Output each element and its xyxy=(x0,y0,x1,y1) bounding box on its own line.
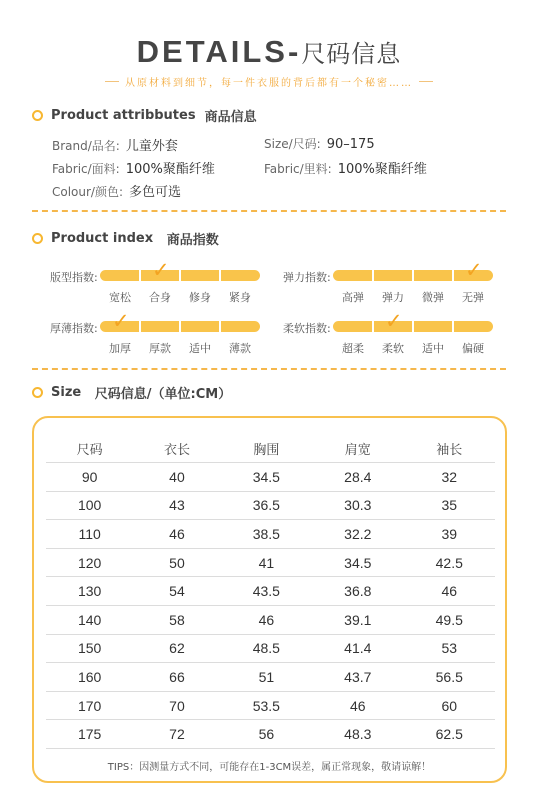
scale-label: 柔软指数: xyxy=(283,322,331,335)
attr-colour-label: Colour/颜色: xyxy=(52,185,124,199)
size-heading xyxy=(32,383,231,402)
table-cell: 62.5 xyxy=(404,720,495,749)
attr-size-value: 90–175 xyxy=(326,137,375,152)
index-heading-zh: 商品指数 xyxy=(166,233,219,248)
scale-option: 紧身 xyxy=(229,291,251,304)
table-cell: 50 xyxy=(133,548,220,577)
table-cell: 130 xyxy=(46,577,133,606)
size-heading-en: Size xyxy=(51,385,82,400)
section-divider xyxy=(32,368,506,370)
scale-bar xyxy=(100,270,260,281)
table-cell: 41.4 xyxy=(312,634,403,663)
table-cell: 35 xyxy=(404,491,495,520)
section-divider xyxy=(32,210,506,212)
scale-option: 薄款 xyxy=(229,342,251,355)
checkmark-icon: ✓ xyxy=(385,309,403,333)
table-row xyxy=(46,634,495,663)
scale-segment-divider xyxy=(179,270,181,281)
table-cell: 46 xyxy=(221,606,312,635)
table-header-row xyxy=(46,434,495,463)
table-cell: 49.5 xyxy=(404,606,495,635)
table-row xyxy=(46,720,495,749)
table-header-cell: 尺码 xyxy=(46,434,133,463)
index-heading xyxy=(32,229,219,248)
table-cell: 32.2 xyxy=(312,520,403,549)
page-header xyxy=(0,34,538,89)
table-row xyxy=(46,548,495,577)
table-cell: 42.5 xyxy=(404,548,495,577)
scale-option: 合身 xyxy=(149,291,171,304)
table-cell: 56 xyxy=(221,720,312,749)
title-en: DETAILS- xyxy=(136,34,302,69)
scale-segment-divider xyxy=(219,321,221,332)
table-cell: 53.5 xyxy=(221,691,312,720)
table-cell: 43.7 xyxy=(312,663,403,692)
index-heading-en: Product index xyxy=(51,231,154,246)
table-body xyxy=(46,463,495,749)
table-cell: 46 xyxy=(404,577,495,606)
scale-segment-divider xyxy=(219,270,221,281)
table-cell: 60 xyxy=(404,691,495,720)
attr-fabric-label: Fabric/面料: xyxy=(52,162,120,176)
attr-fabric xyxy=(52,158,215,177)
table-row xyxy=(46,663,495,692)
scale-option: 弹力 xyxy=(382,291,404,304)
table-cell: 34.5 xyxy=(312,548,403,577)
table-cell: 54 xyxy=(133,577,220,606)
table-cell: 34.5 xyxy=(221,463,312,492)
table-cell: 66 xyxy=(133,663,220,692)
table-row xyxy=(46,691,495,720)
table-cell: 110 xyxy=(46,520,133,549)
table-cell: 36.8 xyxy=(312,577,403,606)
table-cell: 40 xyxy=(133,463,220,492)
table-cell: 70 xyxy=(133,691,220,720)
table-header-cell: 袖长 xyxy=(404,434,495,463)
table-cell: 56.5 xyxy=(404,663,495,692)
table-cell: 120 xyxy=(46,548,133,577)
table-cell: 90 xyxy=(46,463,133,492)
scale-option: 宽松 xyxy=(109,291,131,304)
scale-segment-divider xyxy=(452,270,454,281)
ring-icon xyxy=(32,110,43,121)
scale-option: 加厚 xyxy=(109,342,131,355)
table-header-cell: 衣长 xyxy=(133,434,220,463)
subtitle-rule-left xyxy=(105,81,119,82)
scale-segment-divider xyxy=(179,321,181,332)
scale-label: 版型指数: xyxy=(50,271,98,284)
scale-option: 无弹 xyxy=(462,291,484,304)
attr-brand-value: 儿童外套 xyxy=(125,139,178,154)
ring-icon xyxy=(32,387,43,398)
attr-lining-label: Fabric/里料: xyxy=(264,162,332,176)
scale-option: 厚款 xyxy=(149,342,171,355)
table-cell: 51 xyxy=(221,663,312,692)
attr-brand xyxy=(52,135,178,154)
table-cell: 48.5 xyxy=(221,634,312,663)
size-heading-zh: 尺码信息/（单位:CM） xyxy=(94,387,232,402)
table-cell: 46 xyxy=(133,520,220,549)
scale-segment-divider xyxy=(412,270,414,281)
table-cell: 140 xyxy=(46,606,133,635)
checkmark-icon: ✓ xyxy=(465,258,483,282)
subtitle-text: 从原材料到细节，每一件衣服的背后都有一个秘密…… xyxy=(125,78,413,89)
table-cell: 175 xyxy=(46,720,133,749)
table-cell: 53 xyxy=(404,634,495,663)
scale-segment-divider xyxy=(412,321,414,332)
table-cell: 48.3 xyxy=(312,720,403,749)
table-row xyxy=(46,577,495,606)
table-cell: 41 xyxy=(221,548,312,577)
table-cell: 58 xyxy=(133,606,220,635)
table-header-cell: 肩宽 xyxy=(312,434,403,463)
attr-lining-value: 100%聚酯纤维 xyxy=(337,162,427,177)
attr-colour-value: 多色可选 xyxy=(129,185,182,200)
table-cell: 160 xyxy=(46,663,133,692)
attr-colour xyxy=(52,181,181,200)
table-cell: 39 xyxy=(404,520,495,549)
checkmark-icon: ✓ xyxy=(112,309,130,333)
scale-option: 偏硬 xyxy=(462,342,484,355)
table-cell: 36.5 xyxy=(221,491,312,520)
scale-option: 微弹 xyxy=(422,291,444,304)
attributes-heading xyxy=(32,106,257,125)
scale-option: 适中 xyxy=(189,342,211,355)
scale-segment-divider xyxy=(372,321,374,332)
ring-icon xyxy=(32,233,43,244)
checkmark-icon: ✓ xyxy=(152,258,170,282)
subtitle-rule-right xyxy=(419,81,433,82)
scale-segment-divider xyxy=(372,270,374,281)
attr-fabric-value: 100%聚酯纤维 xyxy=(125,162,215,177)
attr-lining xyxy=(264,158,427,177)
size-table-card xyxy=(32,416,507,783)
table-cell: 46 xyxy=(312,691,403,720)
table-cell: 32 xyxy=(404,463,495,492)
scale-option: 柔软 xyxy=(382,342,404,355)
table-cell: 39.1 xyxy=(312,606,403,635)
table-cell: 43.5 xyxy=(221,577,312,606)
tips-text: TIPS：因测量方式不同，可能存在1-3CM误差，属正常现象，敬请谅解！ xyxy=(107,762,432,773)
table-cell: 38.5 xyxy=(221,520,312,549)
attr-size xyxy=(264,135,375,152)
page-title xyxy=(0,34,538,70)
table-cell: 72 xyxy=(133,720,220,749)
title-zh: 尺码信息 xyxy=(301,40,402,68)
scale-segment-divider xyxy=(139,321,141,332)
table-row xyxy=(46,606,495,635)
scale-label: 弹力指数: xyxy=(283,271,331,284)
scale-label: 厚薄指数: xyxy=(50,322,98,335)
attr-brand-label: Brand/品名: xyxy=(52,139,120,153)
subtitle-row xyxy=(0,74,538,89)
scale-option: 修身 xyxy=(189,291,211,304)
scale-option: 高弹 xyxy=(342,291,364,304)
scale-segment-divider xyxy=(452,321,454,332)
table-cell: 28.4 xyxy=(312,463,403,492)
attributes-heading-zh: 商品信息 xyxy=(204,110,257,125)
table-row xyxy=(46,520,495,549)
table-row xyxy=(46,491,495,520)
attributes-heading-en: Product attribbutes xyxy=(51,108,196,123)
table-cell: 170 xyxy=(46,691,133,720)
scale-option: 超柔 xyxy=(342,342,364,355)
table-row xyxy=(46,463,495,492)
size-table xyxy=(46,434,495,749)
scale-option: 适中 xyxy=(422,342,444,355)
table-header-cell: 胸围 xyxy=(221,434,312,463)
attr-size-label: Size/尺码: xyxy=(264,137,321,151)
scale-segment-divider xyxy=(139,270,141,281)
table-cell: 30.3 xyxy=(312,491,403,520)
table-cell: 150 xyxy=(46,634,133,663)
table-cell: 100 xyxy=(46,491,133,520)
scale-bar xyxy=(333,321,493,332)
table-cell: 62 xyxy=(133,634,220,663)
table-cell: 43 xyxy=(133,491,220,520)
